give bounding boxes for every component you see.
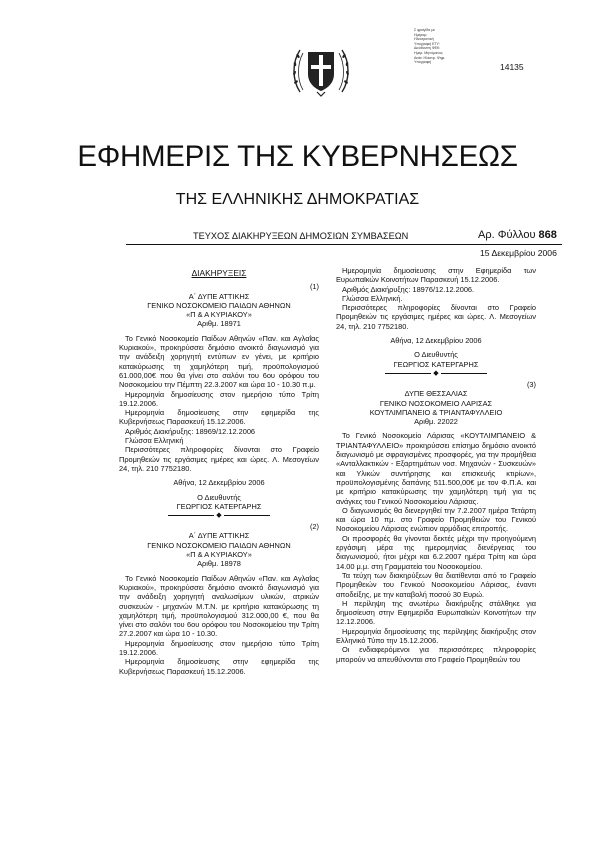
signature-note: Ηλεκτρονική — [414, 37, 434, 42]
sheet-label: Αρ. Φύλλου — [478, 229, 536, 241]
notice-authority-line: ΔΥΠΕ ΘΕΣΣΑΛΙΑΣ — [404, 389, 468, 399]
header-rule — [126, 244, 562, 245]
signer-title: Ο Διευθυντής — [414, 350, 458, 360]
issue-label: ΤΕΥΧΟΣ ΔΙΑΚΗΡΥΞΕΩΝ ΔΗΜΟΣΙΩΝ ΣΥΜΒΑΣΕΩΝ — [193, 231, 409, 241]
notice-paragraph: Περισσότερες πληροφορίες δίνονται στο Γραφείο Προμηθειών τις εργάσιμες ημέρες και ώρες. Λ. Μεσογείων 24, τηλ. 210 7752180. — [336, 303, 536, 331]
notice-paragraph: Η περίληψη της ανωτέρω διακήρυξης στάλθηκε για δημοσίευση στην Εφημερίδα Ευρωπαϊκών Κοινοτήτων την 12.12.2006. — [336, 598, 536, 627]
notice-number: (3) — [526, 379, 536, 389]
signature-note: Υπογραφή — [414, 60, 432, 65]
notice-number: (2) — [309, 522, 319, 532]
notice-number: (1) — [309, 282, 319, 292]
notice-authority-line: «Π & Α ΚΥΡΙΑΚΟΥ» — [186, 550, 252, 560]
notice-ref: Αριθμ. 18978 — [197, 559, 241, 569]
diamond-divider: ◆ — [336, 370, 536, 377]
notice-paragraph: Γλώσσα Ελληνική. — [342, 293, 403, 303]
signature-note: Διεύθυνση ΦΕΚ: — [414, 46, 441, 51]
left-column — [119, 266, 319, 676]
notice-authority-line: Α΄ ΔΥΠΕ ΑΤΤΙΚΗΣ — [188, 531, 250, 541]
signer-name: ΓΕΩΡΓΙΟΣ ΚΑΤΕΡΓΑΡΗΣ — [176, 501, 262, 511]
notice-paragraph: Ημερομηνία δημοσίευσης στον ημερήσιο τύπο Τρίτη 19.12.2006. — [119, 638, 319, 657]
notice-authority-line: ΓΕΝΙΚΟ ΝΟΣΟΚΟΜΕΙΟ ΠΑΙΔΩΝ ΑΘΗΝΩΝ — [147, 540, 291, 550]
notice-ref: Αριθμ. 18971 — [197, 319, 241, 329]
notice-paragraph: Οι προσφορές θα γίνονται δεκτές μέχρι την προηγούμενη εργάσιμη μέρα της ημερομηνίας διενέργειας του διαγωνισμού, ήτοι μέχρι και 6.2.2007 ημέρα Τρίτη και ώρα 14.00 μ.μ. στη Γραμματεία του Νοσοκομείου. — [336, 533, 536, 571]
notice-authority-line: ΚΟΥΤΛΙΜΠΑΝΕΙΟ & ΤΡΙΑΝΤΑΦΥΛΛΕΙΟ — [369, 407, 503, 417]
notice-paragraph: Το Γενικό Νοσοκομείο Παίδων Αθηνών «Παν. και Αγλαΐας Κυριακού», προκηρύσσει δημόσιο ανοικτό διαγωνισμό για την ανάδειξη χορηγητή εντύπων εν γένει, με κριτήριο κατακύρωσης τη χαμηλότερη τιμή, προϋπολογισμού 61.000,00€ που θα γίνει στο σαλόνι του 6ου ορόφου του Νοσοκομείου την Πέμπτη 22.3.2007 και ώρα 10 - 10.30 π.μ. — [119, 333, 319, 390]
place-date: Αθήνα, 12 Δεκεμβρίου 2006 — [390, 336, 482, 346]
notice-paragraph: Ο διαγωνισμός θα διενεργηθεί την 7.2.2007 ημέρα Τετάρτη και ώρα 10 πμ. στο Γραφείο Προμηθειών του Γενικού Νοσοκομείου Λάρισας ενώπιον αρμόδιας επιτροπής. — [336, 505, 536, 534]
notice-ref: Αριθμ. 22022 — [414, 417, 458, 427]
sheet-number: 868 — [538, 229, 557, 241]
notice-paragraph: Περισσότερες πληροφορίες δίνονται στο Γραφείο Προμηθειών τις εργάσιμες ημέρες και ώρες. Λ. Μεσογείων 24, τηλ. 210 7752180. — [119, 445, 319, 473]
notice-paragraph: Τα τεύχη των διακηρύξεων θα διατίθενται από το Γραφείο Προμηθειών του Γενικού Νοσοκομείου Λάρισας, έναντι αποδείξης, με την καταβολή ποσού 30 Ευρώ. — [336, 570, 536, 599]
coat-of-arms-emblem — [290, 40, 352, 100]
notice-paragraph: Αριθμός Διακήρυξης: 18976/12.12.2006. — [342, 284, 475, 294]
notice-paragraph: Το Γενικό Νοσοκομείο Λάρισας «ΚΟΥΤΛΙΜΠΑΝΕΙΟ & ΤΡΙΑΝΤΑΦΥΛΛΕΙΟ» προκηρύσσει επίσημο δημόσιο ανοικτό διαγωνισμό με σφραγισμένες προσφορές, για την προμήθεια «Ανταλλακτικών - Εξαρτημάτων νοσ. Μηχανών - Συσκευών» και Υλικών συντήρησης και επισκευής κτιρίων», προϋπολογισμένης δαπάνης 511.500,00€ με τον Φ.Π.Α. και με κριτήριο κατακύρωσης την χαμηλότερη τιμή για τις ανάγκες του Γενικού Νοσοκομείου Λάρισας. — [336, 431, 536, 506]
signer-name: ΓΕΩΡΓΙΟΣ ΚΑΤΕΡΓΑΡΗΣ — [393, 359, 479, 369]
notice-paragraph: Ημερομηνία δημοσίευσης στον ημερήσιο τύπο Τρίτη 19.12.2006. — [119, 389, 319, 408]
notice-authority-line: ΓΕΝΙΚΟ ΝΟΣΟΚΟΜΕΙΟ ΠΑΙΔΩΝ ΑΘΗΝΩΝ — [147, 300, 291, 310]
signature-note: Σ φραγίδα με — [414, 28, 436, 32]
page-number: 14135 — [500, 62, 524, 72]
notice-paragraph: Αριθμός Διακήρυξης: 18969/12.12.2006 — [125, 426, 256, 436]
notice-paragraph: Ημερομηνία δημοσίευσης στην εφημερίδα της Κυβερνήσεως Παρασκευή 15.12.2006. — [119, 408, 319, 427]
signature-note: Υπογραφή ΕΤΥ: — [414, 41, 440, 46]
sheet-number-block — [478, 229, 557, 241]
gazette-subtitle: ΤΗΣ ΕΛΛΗΝΙΚΗΣ ΔΗΜΟΚΡΑΤΙΑΣ — [175, 191, 420, 208]
notice-authority-line: ΓΕΝΙΚΟ ΝΟΣΟΚΟΜΕΙΟ ΛΑΡΙΣΑΣ — [379, 398, 493, 408]
gazette-title: ΕΦΗΜΕΡΙΣ ΤΗΣ ΚΥΒΕΡΝΗΣΕΩΣ — [77, 140, 518, 173]
signer-title: Ο Διευθυντής — [197, 492, 241, 502]
issue-date: 15 Δεκεμβρίου 2006 — [480, 248, 557, 258]
signature-note: Ημερ. Μηνύματος: — [414, 50, 444, 55]
notice-paragraph: Ημερομηνία δημοσίευσης στην Εφημερίδα των Ευρωπαϊκών Κοινοτήτων Παρασκευή 15.12.2006. — [336, 266, 536, 285]
notice-paragraph: Ημερομηνία δημοσίευσης στην εφημερίδα της Κυβερνήσεως Παρασκευή 15.12.2006. — [119, 657, 319, 676]
right-column — [336, 266, 536, 664]
digital-signature-notes — [414, 28, 462, 65]
notice-paragraph: Γλώσσα Ελληνική — [125, 436, 184, 446]
signature-note: Ημερομ: — [414, 32, 428, 37]
notice-paragraph: Ημερομηνία δημοσίευσης της περίληψης διακήρυξης στον Ελληνικό Τύπο την 15.12.2006. — [336, 626, 536, 645]
notice-authority-line: Α΄ ΔΥΠΕ ΑΤΤΙΚΗΣ — [188, 291, 250, 301]
signature-note: Αιτία: Ηλεκτρ. Ψηφ. — [414, 55, 446, 60]
notice-authority-line: «Π & Α ΚΥΡΙΑΚΟΥ» — [186, 310, 252, 320]
place-date: Αθήνα, 12 Δεκεμβρίου 2006 — [173, 478, 265, 488]
notice-paragraph: Οι ενδιαφερόμενοι για περισσότερες πληροφορίες μπορούν να απευθύνονται στο Γραφείο Προμηθειών του — [336, 645, 536, 664]
diamond-divider: ◆ — [119, 512, 319, 519]
notice-paragraph: Το Γενικό Νοσοκομείο Παίδων Αθηνών «Παν. και Αγλαΐας Κυριακού», προκηρύσσει δημόσιο ανοικτό διαγωνισμό για την ανάδειξη χορηγητή αναλωσίμων υλικών, ατρικών συσκευών - μηχανών Μ.Τ.Ν. με κριτήριο κατακύρωσης τη χαμηλότερη τιμή, προϋπολογισμού 312.000,00 €, που θα γίνει στο σαλόνι του 6ου ορόφου του Νοσοκομείου την Τρίτη 27.2.2007 και ώρα 10 - 10.30. — [119, 573, 319, 639]
section-heading: ΔΙΑΚΗΡΥΞΕΙΣ — [191, 268, 247, 278]
